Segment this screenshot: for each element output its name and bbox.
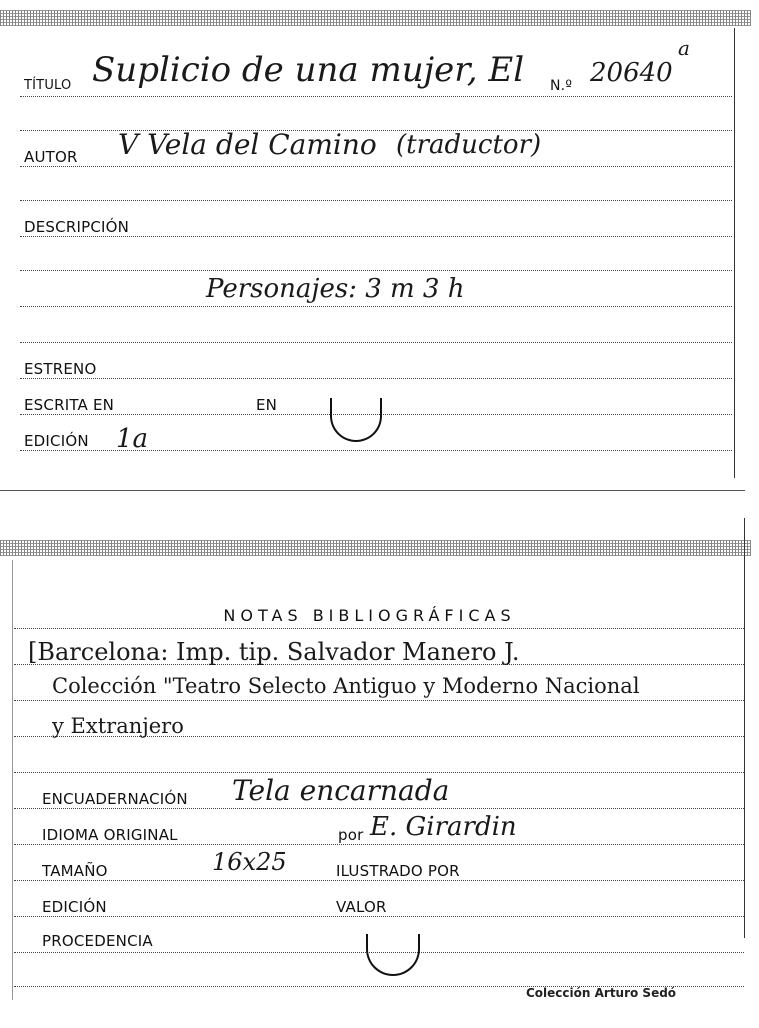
card-left-border [12, 560, 13, 1000]
encuadernacion-value: Tela encarnada [232, 774, 450, 807]
ruled-line [20, 306, 732, 307]
note-line-1: [Barcelona: Imp. tip. Salvador Manero J. [28, 638, 520, 666]
catalog-card-back [0, 540, 759, 1020]
edicion-label: EDICIÓN [24, 432, 89, 450]
por-label: por [338, 826, 364, 844]
card-right-border [734, 28, 735, 478]
numero-suffix: a [678, 36, 690, 60]
ruled-line [14, 772, 744, 773]
punch-hole-mark [366, 934, 420, 976]
escrita-en-label: ESCRITA EN [24, 396, 115, 414]
autor-note: (traductor) [396, 130, 542, 160]
card-bottom-edge [0, 490, 745, 491]
titulo-value: Suplicio de una mujer, El [92, 50, 525, 90]
idioma-original-label: IDIOMA ORIGINAL [42, 826, 178, 844]
punch-hole-mark [330, 398, 382, 442]
descripcion-value: Personajes: 3 m 3 h [206, 274, 465, 304]
note-line-2: Colección "Teatro Selecto Antiguo y Moderno Nacional [52, 674, 640, 698]
titulo-label: TÍTULO [24, 78, 72, 93]
numero-label: N.º [550, 78, 573, 94]
ruled-line [14, 628, 744, 629]
ruled-line [20, 342, 732, 343]
card-torn-edge [0, 10, 751, 26]
ruled-line [14, 700, 744, 701]
ruled-line [14, 808, 744, 809]
descripcion-label: DESCRIPCIÓN [24, 218, 130, 236]
autor-label: AUTOR [24, 148, 78, 166]
note-line-3: y Extranjero [52, 714, 184, 738]
tamano-label: TAMAÑO [42, 862, 108, 880]
ruled-line [14, 844, 744, 845]
ruled-line [14, 880, 744, 881]
catalog-card-front [0, 0, 759, 494]
notas-heading: NOTAS BIBLIOGRÁFICAS [223, 606, 516, 625]
card-torn-edge [0, 540, 751, 556]
ruled-line [20, 270, 732, 271]
tamano-value: 16x25 [212, 848, 287, 876]
autor-value: V Vela del Camino [118, 128, 377, 161]
encuadernacion-label: ENCUADERNACIÓN [42, 790, 188, 808]
edicion-label: EDICIÓN [42, 898, 107, 916]
ruled-line [20, 200, 732, 201]
ruled-line [20, 96, 732, 97]
procedencia-label: PROCEDENCIA [42, 932, 153, 950]
numero-value: 20640 [590, 58, 673, 88]
estreno-label: ESTRENO [24, 360, 97, 378]
por-value: E. Girardin [370, 812, 517, 842]
valor-label: VALOR [336, 898, 387, 916]
ruled-line [20, 166, 732, 167]
edicion-value: 1a [116, 424, 149, 454]
card-right-border [744, 518, 745, 938]
en-label: EN [256, 396, 278, 414]
ruled-line [20, 378, 732, 379]
ilustrado-por-label: ILUSTRADO POR [336, 862, 460, 880]
ruled-line [20, 236, 732, 237]
collection-footer: Colección Arturo Sedó [526, 986, 677, 1000]
ruled-line [14, 916, 744, 917]
